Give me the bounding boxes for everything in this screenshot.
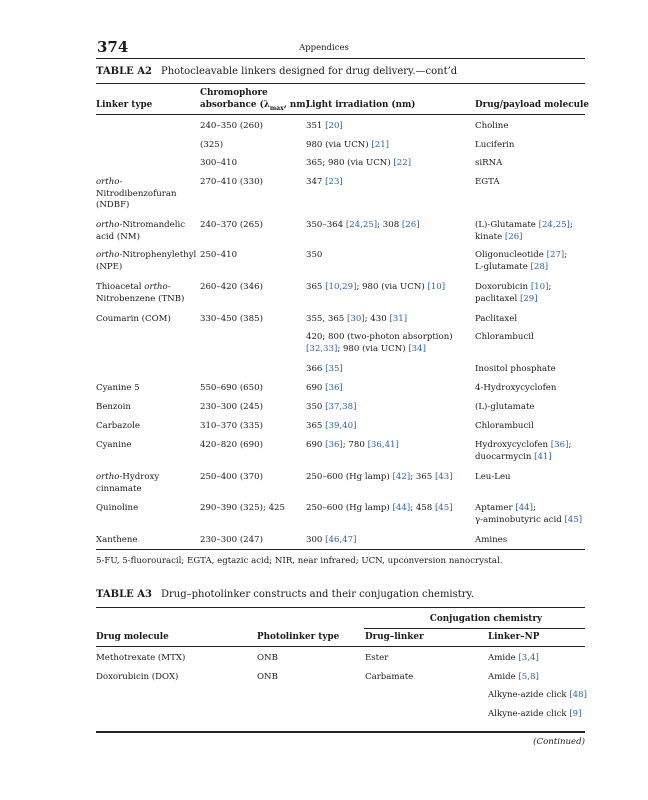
citation-link[interactable]: [45] [434, 503, 453, 513]
cell-linker-type [96, 220, 185, 243]
table-a2-header-rule [96, 114, 585, 115]
text-segment: Aptamer [475, 503, 516, 513]
citation-link[interactable]: [36] [550, 440, 569, 450]
cell-line: Paclitaxel [475, 314, 518, 324]
cell-line: ONB [257, 653, 278, 663]
header-chromophore-post: , nm) [283, 99, 310, 110]
cell-line [306, 440, 399, 452]
cell-line [475, 503, 582, 515]
cell-line [96, 220, 185, 232]
text-segment: 350 [306, 250, 323, 260]
cell-drug-payload [475, 472, 511, 484]
header-chromophore [200, 88, 310, 114]
text-segment: Alkyne-azide click [488, 709, 570, 719]
text-segment: kinate [475, 231, 505, 242]
cell-line [96, 440, 131, 452]
cell-drug-payload [475, 440, 571, 463]
table-a2-title: Photocleavable linkers designed for drug delivery.—cont’d [160, 66, 458, 77]
text-segment: ; [569, 220, 573, 230]
citation-link[interactable]: [3,4] [518, 653, 539, 663]
cell-drug-payload [475, 535, 507, 547]
cell-linker-type [96, 440, 131, 452]
text-segment: cinnamate [96, 483, 142, 494]
citation-link[interactable]: [24,25] [538, 220, 570, 230]
cell-line [96, 383, 140, 395]
cell-linker-type [96, 282, 184, 305]
cell-absorbance [200, 503, 285, 515]
text-segment: - [167, 282, 171, 292]
header-drug-linker: Drug–linker [365, 632, 424, 642]
cell-drug-payload [475, 177, 500, 189]
text-segment: 355, 365 [306, 314, 348, 324]
cell-line [306, 332, 453, 344]
cell-light-irradiation [306, 177, 343, 189]
cell-drug-payload [475, 402, 535, 414]
text-segment: ; 980 (via UCN) [337, 343, 409, 354]
citation-link[interactable]: [39,40] [325, 421, 357, 431]
cell-line: 4-Hydroxycyclofen [475, 383, 557, 393]
text-segment: 690 [306, 383, 326, 393]
cell-line [488, 690, 587, 702]
cell-line: 310–370 (335) [200, 421, 263, 431]
cell-line [96, 250, 196, 262]
text-segment: (NDBF) [96, 200, 130, 210]
text-segment: 300 [306, 535, 326, 545]
header-conjugation-chemistry: Conjugation chemistry [429, 614, 543, 624]
cell-line [475, 220, 573, 232]
text-segment: 365 [306, 282, 326, 292]
cell-line [96, 177, 177, 189]
cell-drug-payload [475, 332, 534, 344]
citation-link[interactable]: [48] [569, 690, 587, 700]
text-segment: L-glutamate [475, 261, 531, 272]
citation-link[interactable]: [46,47] [325, 535, 357, 545]
cell-line: Amines [475, 535, 508, 545]
table-a3-title: Drug–photolinker constructs and their conjugation chemistry. [160, 589, 475, 600]
header-chromophore-line1: Chromophore [200, 88, 268, 98]
cell-line: Carbamate [365, 672, 414, 682]
text-segment: Nitrobenzene (TNB) [96, 293, 185, 304]
header-drug-payload: Drug/payload molecule [475, 100, 589, 110]
cell-light-irradiation [306, 332, 453, 355]
top-rule [96, 58, 585, 59]
cell-line: 260–420 (346) [200, 282, 263, 292]
table-a2-caption [96, 66, 457, 77]
table-a3-caption [96, 589, 474, 600]
cell-line: (325) [200, 140, 224, 150]
citation-link[interactable]: [5,8] [518, 672, 539, 682]
text-segment: -Nitrophenylethyl [119, 250, 197, 260]
text-segment: ; 458 [410, 503, 435, 513]
cell-line [96, 421, 140, 433]
cell-line: Inositol phosphate [475, 364, 556, 374]
text-segment: (L)-Glutamate [475, 220, 539, 230]
cell-line: (L)-glutamate [475, 402, 535, 412]
cell-linker-type [96, 383, 140, 395]
cell-line [96, 535, 137, 547]
text-segment: acid (NM) [96, 231, 140, 242]
cell-drug-payload [475, 282, 551, 305]
text-segment: 365; 980 (via UCN) [306, 158, 394, 168]
citation-link[interactable]: [26] [504, 231, 523, 242]
text-segment: Nitrodibenzofuran [96, 188, 177, 199]
cell-drug-molecule [96, 672, 178, 684]
cell-line [96, 314, 171, 326]
cell-line: 330–450 (385) [200, 314, 263, 324]
cell-light-irradiation [306, 535, 356, 547]
cell-linker-type [96, 250, 196, 273]
citation-link[interactable]: [23] [325, 177, 343, 187]
text-segment: Alkyne-azide click [488, 690, 570, 700]
cell-line: Luciferin [475, 140, 515, 150]
header-chromophore-sub: max [269, 104, 284, 112]
cell-light-irradiation [306, 158, 411, 170]
cell-light-irradiation [306, 503, 453, 515]
cell-drug-molecule [96, 653, 185, 665]
cell-line: Choline [475, 121, 509, 131]
cell-line: 420–820 (690) [200, 440, 263, 450]
cell-light-irradiation [306, 364, 343, 376]
cell-absorbance [200, 535, 263, 547]
text-segment: 420; 800 (two-photon absorption) [306, 332, 453, 342]
cell-light-irradiation [306, 402, 356, 414]
cell-line [306, 344, 453, 356]
cell-light-irradiation [306, 472, 453, 484]
text-segment: Carbazole [96, 421, 140, 431]
cell-line: 250–400 (370) [200, 472, 263, 482]
text-segment: ; 430 [364, 314, 390, 324]
cell-linker-type [96, 535, 137, 547]
cell-line [306, 282, 445, 294]
cell-line [306, 314, 407, 326]
citation-link[interactable]: [37,38] [325, 402, 357, 412]
table-a2-bottom-rule [96, 549, 585, 550]
citation-link[interactable]: [44] [515, 503, 534, 513]
cell-light-irradiation [306, 220, 420, 232]
cell-drug-payload [475, 314, 517, 326]
cell-linker-np [488, 690, 587, 702]
cell-line [475, 232, 573, 244]
text-segment: ; 308 [377, 220, 402, 230]
cell-drug-payload [475, 503, 582, 526]
citation-link[interactable]: [34] [408, 343, 426, 354]
cell-absorbance [200, 440, 263, 452]
text-segment: 350 [306, 402, 326, 412]
text-segment: -Nitromandelic [119, 220, 186, 230]
citation-link[interactable]: [32,33] [306, 343, 338, 354]
cell-line [475, 282, 551, 294]
cell-absorbance [200, 314, 263, 326]
cell-line [475, 515, 582, 527]
cell-light-irradiation [306, 421, 356, 433]
cell-line: Leu-Leu [475, 472, 511, 482]
cell-line [475, 452, 571, 464]
text-segment: ; 780 [342, 440, 368, 450]
continued-note: (Continued) [533, 737, 585, 747]
cell-line: 550–690 (650) [200, 383, 263, 393]
text-segment: ; [533, 503, 536, 513]
page-number: 374 [97, 38, 129, 56]
cell-line [306, 158, 411, 170]
cell-line [306, 421, 356, 433]
text-segment: Xanthene [96, 535, 138, 545]
citation-link[interactable]: [22] [393, 158, 412, 168]
cell-line: ONB [257, 672, 278, 682]
cell-linker-type [96, 314, 171, 326]
cell-line [488, 672, 539, 684]
citation-link[interactable]: [24,25] [345, 220, 378, 230]
text-segment: Cyanine [96, 440, 132, 450]
citation-link[interactable]: [10] [530, 282, 549, 292]
cell-line: 270–410 (330) [200, 177, 263, 187]
cell-line [306, 472, 453, 484]
text-segment: (NPE) [96, 261, 123, 272]
cell-photolinker-type [257, 672, 278, 684]
citation-link[interactable]: [10] [427, 282, 446, 292]
cell-line [306, 121, 343, 133]
cell-linker-type [96, 177, 177, 212]
text-segment: ; 365 [410, 472, 435, 482]
cell-line: 290–390 (325); 425 [200, 503, 285, 513]
cell-line [475, 294, 551, 306]
header-linker-type: Linker type [96, 100, 153, 110]
cell-line [96, 294, 184, 306]
cell-line: 250–410 [200, 250, 238, 260]
italic-text: ortho [96, 472, 120, 482]
text-segment: 351 [306, 121, 326, 131]
text-segment: 980 (via UCN) [306, 140, 372, 150]
cell-absorbance [200, 421, 263, 433]
cell-line [96, 503, 138, 515]
citation-link[interactable]: [45] [564, 514, 583, 525]
citation-link[interactable]: [35] [325, 364, 343, 374]
cell-line [475, 250, 567, 262]
cell-photolinker-type [257, 653, 278, 665]
cell-drug-payload [475, 220, 573, 243]
text-segment: 250–600 (Hg lamp) [306, 472, 393, 482]
cell-line: siRNA [475, 158, 503, 168]
cell-line [306, 535, 356, 547]
cell-line [306, 503, 453, 515]
cell-line [306, 220, 420, 232]
cell-line [475, 440, 571, 452]
text-segment: Amide [488, 653, 519, 663]
cell-drug-payload [475, 121, 508, 133]
cell-light-irradiation [306, 282, 445, 294]
cell-line: 240–370 (265) [200, 220, 263, 230]
cell-line [306, 177, 343, 189]
cell-drug-linker [365, 672, 413, 684]
text-segment: - [119, 177, 123, 187]
citation-link[interactable]: [28] [530, 261, 549, 272]
cell-absorbance [200, 177, 263, 189]
cell-absorbance [200, 220, 263, 232]
cell-drug-payload [475, 383, 556, 395]
running-head: Appendices [299, 43, 349, 53]
text-segment: 690 [306, 440, 326, 450]
cell-absorbance [200, 121, 263, 133]
cell-linker-type [96, 421, 140, 433]
text-segment: Amide [488, 672, 519, 682]
table-a3-label: TABLE A3 [96, 589, 152, 600]
cell-linker-type [96, 503, 138, 515]
header-linker-np: Linker–NP [488, 632, 540, 642]
header-photolinker-type: Photolinker type [257, 632, 340, 642]
text-segment: Oligonucleotide [475, 250, 547, 260]
cell-line [96, 232, 185, 244]
cell-line: 230–300 (247) [200, 535, 263, 545]
cell-absorbance [200, 383, 263, 395]
citation-link[interactable]: [41] [534, 451, 552, 462]
citation-link[interactable]: [36,41] [367, 440, 399, 450]
cell-absorbance [200, 282, 263, 294]
cell-line [306, 140, 389, 152]
text-segment: duocarmycin [475, 451, 535, 462]
italic-text: ortho [96, 177, 120, 187]
cell-drug-payload [475, 250, 567, 273]
cell-line: Doxorubicin (DOX) [96, 672, 179, 682]
cell-line [306, 364, 343, 376]
cell-light-irradiation [306, 140, 389, 152]
cell-line [488, 709, 582, 721]
cell-line [96, 262, 196, 274]
cell-line: Chlorambucil [475, 421, 534, 431]
text-segment: 347 [306, 177, 326, 187]
text-segment: 350–364 [306, 220, 346, 230]
header-drug-molecule: Drug molecule [96, 632, 169, 642]
citation-link[interactable]: [20] [325, 121, 343, 131]
citation-link[interactable]: [31] [389, 314, 408, 324]
cell-line [306, 402, 356, 414]
cell-line: 230–300 (245) [200, 402, 263, 412]
text-segment: 365 [306, 421, 326, 431]
cell-light-irradiation [306, 314, 407, 326]
text-segment: paclitaxel [475, 293, 520, 304]
text-segment: 366 [306, 364, 326, 374]
cell-line [306, 383, 343, 395]
text-segment: Coumarin (COM) [96, 314, 171, 324]
cell-absorbance [200, 140, 223, 152]
cell-line [96, 200, 177, 212]
cell-absorbance [200, 402, 263, 414]
text-segment: Benzoin [96, 402, 131, 412]
cell-light-irradiation [306, 440, 399, 452]
cell-line [96, 402, 131, 414]
text-segment: γ-aminobutyric acid [475, 514, 565, 525]
cell-drug-linker [365, 653, 388, 665]
table-a2-label: TABLE A2 [96, 66, 152, 77]
table-a3-header-rule [96, 646, 585, 647]
text-segment: Cyanine 5 [96, 383, 140, 393]
cell-drug-payload [475, 158, 502, 170]
citation-link[interactable]: [42] [392, 472, 411, 482]
cell-linker-type [96, 402, 131, 414]
text-segment: ; [564, 250, 568, 260]
cell-line [96, 472, 159, 484]
cell-drug-payload [475, 364, 556, 376]
header-chromophore-pre: absorbance (λ [200, 99, 270, 110]
cell-drug-payload [475, 421, 534, 433]
italic-text: ortho [144, 282, 168, 292]
text-segment: ; [548, 282, 552, 292]
header-chromophore-line2 [200, 100, 310, 114]
citation-link[interactable]: [9] [569, 709, 582, 719]
text-segment: ; [568, 440, 572, 450]
italic-text: ortho [96, 220, 120, 230]
text-segment: Thioacetal [96, 282, 145, 292]
cell-line [96, 189, 177, 201]
cell-linker-type [96, 472, 159, 495]
cell-line: EGTA [475, 177, 500, 187]
cell-line: 240–350 (260) [200, 121, 263, 131]
cell-linker-np [488, 653, 539, 665]
cell-drug-payload [475, 140, 514, 152]
cell-line [96, 484, 159, 496]
citation-link[interactable]: [27] [546, 250, 565, 260]
text-segment: Hydroxycyclofen [475, 440, 551, 450]
text-segment: ; 980 (via UCN) [356, 282, 428, 292]
cell-line: Chlorambucil [475, 332, 534, 342]
cell-line [475, 262, 567, 274]
conjugation-group-rule [364, 628, 585, 629]
cell-line [488, 653, 539, 665]
table-a3-top-rule [96, 607, 585, 608]
cell-line: Ester [365, 653, 389, 663]
citation-link[interactable]: [30] [347, 314, 365, 324]
text-segment: Quinoline [96, 503, 139, 513]
cell-line [306, 250, 322, 262]
text-segment: -Hydroxy [119, 472, 160, 482]
italic-text: ortho [96, 250, 120, 260]
citation-link[interactable]: [21] [371, 140, 390, 150]
cell-light-irradiation [306, 250, 322, 262]
table-a2-top-rule [96, 83, 585, 84]
citation-link[interactable]: [26] [401, 220, 420, 230]
cell-light-irradiation [306, 383, 343, 395]
cell-absorbance [200, 250, 237, 262]
cell-absorbance [200, 472, 263, 484]
cell-light-irradiation [306, 121, 343, 133]
text-segment: Doxorubicin [475, 282, 531, 292]
cell-line [96, 282, 184, 294]
cell-line: 300–410 [200, 158, 238, 168]
cell-absorbance [200, 158, 237, 170]
citation-link[interactable]: [36] [325, 440, 343, 450]
citation-link[interactable]: [10,29] [325, 282, 357, 292]
page-bottom-rule [96, 731, 585, 733]
cell-linker-np [488, 672, 539, 684]
citation-link[interactable]: [44] [392, 503, 411, 513]
citation-link[interactable]: [36] [325, 383, 343, 393]
citation-link[interactable]: [29] [519, 293, 538, 304]
text-segment: 250–600 (Hg lamp) [306, 503, 393, 513]
cell-linker-np [488, 709, 582, 721]
header-light-irradiation: Light irradiation (nm) [306, 100, 416, 110]
cell-line: Methotrexate (MTX) [96, 653, 186, 663]
table-a2-footnote: 5-FU, 5-fluorouracil; EGTA, egtazic acid; NIR, near infrared; UCN, upconversion nanocrystal. [96, 556, 503, 566]
citation-link[interactable]: [43] [434, 472, 453, 482]
